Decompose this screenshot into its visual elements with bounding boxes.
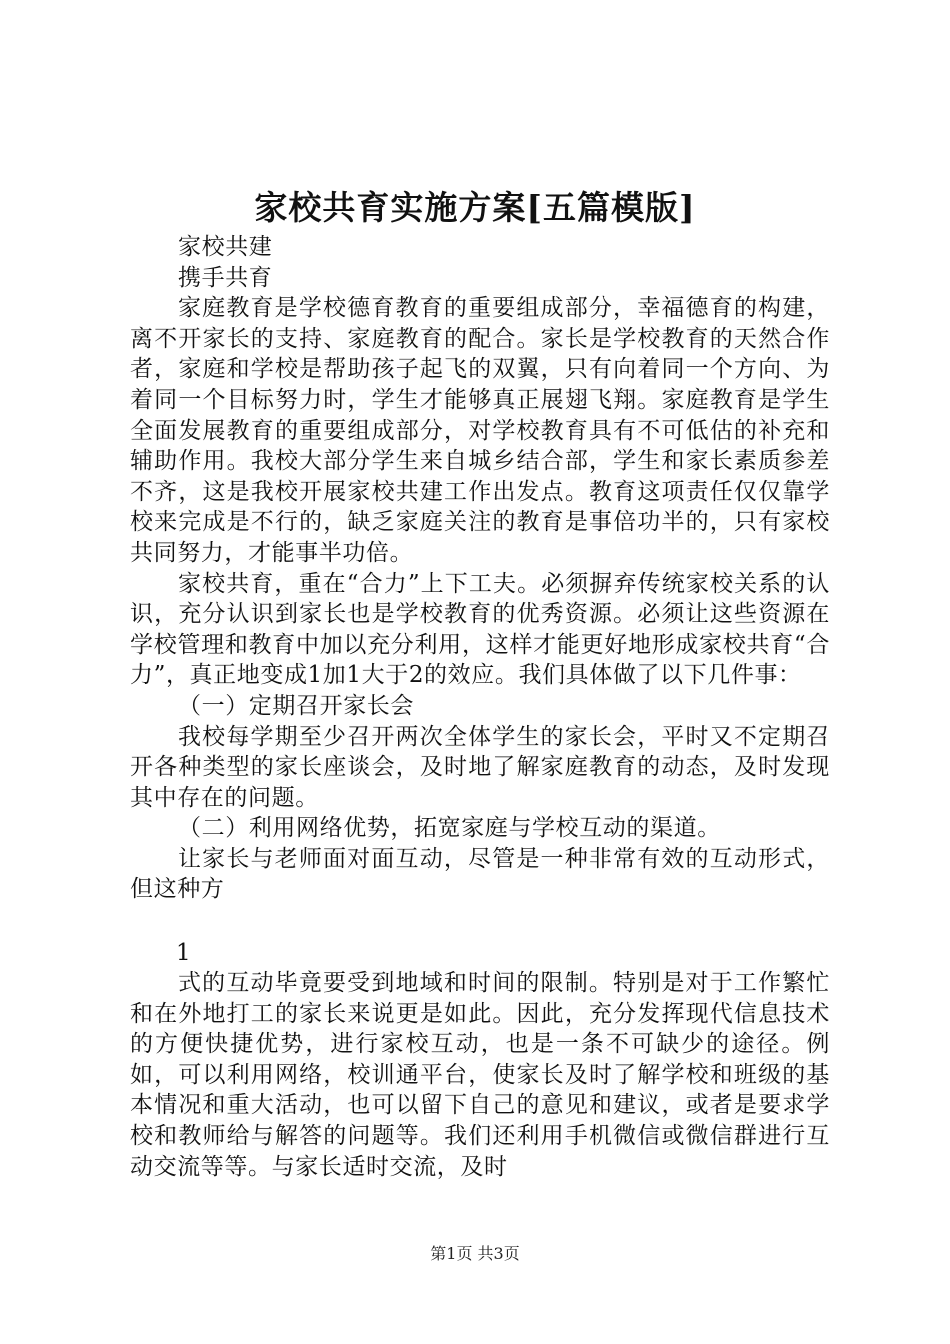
paragraph-heading-2: 携手共育 — [178, 264, 273, 291]
paragraph-intro: 家庭教育是学校德育教育的重要组成部分，幸福德育的构建，离不开家长的支持、家庭教育的配合。家长是学校教育的天然合作者，家庭和学校是帮助孩子起飞的双翼，只有向着同一个方向、为着同一个目标努力时，学生才能够真正展翅飞翔。家庭教育是学生全面发展教育的重要组成部分，对学校教育具有不可低估的补充和辅助作用。我校大部分学生来自城乡结合部，学生和家长素质参差不齐，这是我校开展家校共建工作出发点。教育这项责任仅仅靠学校来完成是不行的，缺乏家庭关注的教育是事倍功半的，只有家校共同努力，才能事半功倍。 — [130, 295, 830, 566]
paragraph-interaction: 让家长与老师面对面互动，尽管是一种非常有效的互动形式，但这种方 — [130, 845, 830, 903]
document-title: 家校共育实施方案[五篇模版] — [254, 188, 696, 227]
section-heading-2: （二）利用网络优势，拓宽家庭与学校互动的渠道。 — [178, 815, 721, 842]
body-section-1 — [130, 232, 830, 905]
paragraph-continued: 式的互动毕竟要受到地域和时间的限制。特别是对于工作繁忙和在外地打工的家长来说更是如此。因此，充分发挥现代信息技术的方便快捷优势，进行家校互动，也是一条不可缺少的途径。例如，可以利用网络，校训通平台，使家长及时了解学校和班级的基本情况和重大活动，也可以留下自己的意见和建议，或者是要求学校和教师给与解答的问题等。我们还利用手机微信或微信群进行互动交流等等。与家长适时交流，及时 — [130, 970, 830, 1180]
body-section-2 — [130, 968, 830, 1182]
inner-page-number: 1 — [176, 940, 191, 966]
paragraph-heading-1: 家校共建 — [178, 234, 273, 260]
paragraph-joint-force: 家校共育，重在“合力”上下工夫。必须摒弃传统家校关系的认识，充分认识到家长也是学校教育的优秀资源。必须让这些资源在学校管理和教育中加以充分利用，这样才能更好地形成家校共育“合力”，真正地变成1加1大于2的效应。我们具体做了以下几件事： — [130, 570, 830, 689]
paragraph-parent-meetings: 我校每学期至少召开两次全体学生的家长会，平时又不定期召开各种类型的家长座谈会，及时地了解家庭教育的动态，及时发现其中存在的问题。 — [130, 723, 830, 811]
page-footer: 第1页 共3页 — [430, 1244, 520, 1263]
section-heading-1: （一）定期召开家长会 — [178, 692, 414, 719]
